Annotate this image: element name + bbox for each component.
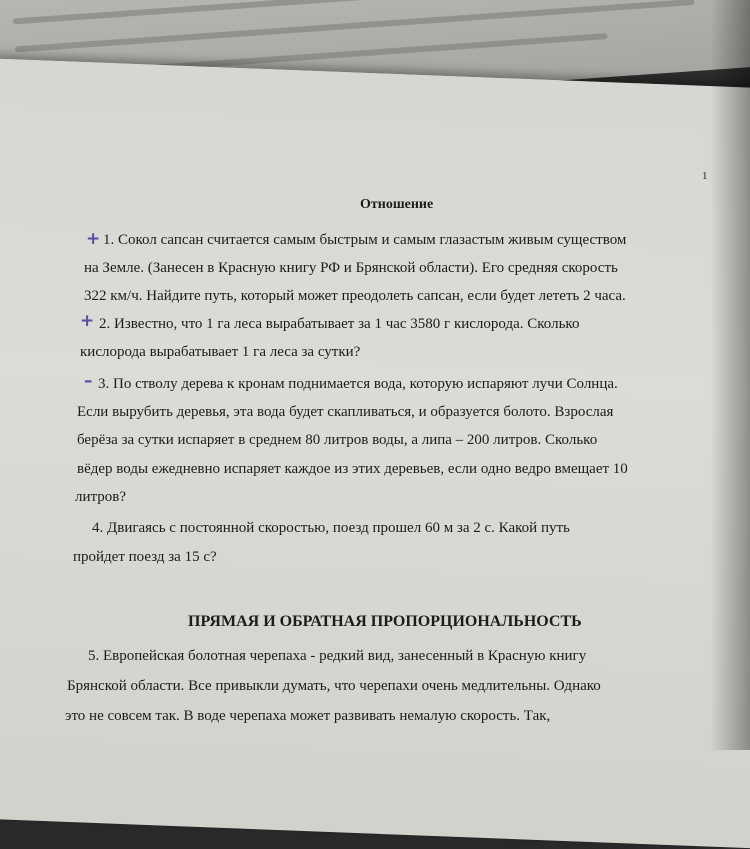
- problem-3-line-5: литров?: [75, 489, 126, 505]
- problem-1-line-2: на Земле. (Занесен в Красную книгу РФ и Брянской области). Его средняя скорость: [84, 260, 618, 276]
- problem-3-line-1: 3. По стволу дерева к кронам поднимается вода, которую испаряют лучи Солнца.: [98, 376, 618, 392]
- problem-3-line-3: берёза за сутки испаряет в среднем 80 литров воды, а липа – 200 литров. Сколько: [77, 432, 598, 448]
- problem-3-line-4: вёдер воды ежедневно испаряет каждое из этих деревьев, если одно ведро вмещает 10: [77, 461, 628, 477]
- problem-4-line-1: 4. Двигаясь с постоянной скоростью, поезд прошел 60 м за 2 с. Какой путь: [92, 520, 570, 536]
- paper-sheet: [0, 58, 750, 849]
- handwritten-plus-mark: +: [86, 229, 101, 249]
- edge-shadow: [710, 0, 750, 750]
- problem-5-line-2: Брянской области. Все привыкли думать, что черепахи очень медлительны. Однако: [67, 678, 601, 694]
- page-number: 1: [702, 170, 708, 182]
- problem-5-line-3: это не совсем так. В воде черепаха может развивать немалую скорость. Так,: [65, 708, 551, 724]
- section-2-title: ПРЯМАЯ И ОБРАТНАЯ ПРОПОРЦИОНАЛЬНОСТЬ: [188, 613, 582, 630]
- section-title: Отношение: [360, 197, 434, 212]
- problem-3-line-2: Если вырубить деревья, эта вода будет скапливаться, и образуется болото. Взрослая: [77, 404, 614, 420]
- problem-1-line-1: 1. Сокол сапсан считается самым быстрым и самым глазастым живым существом: [103, 232, 627, 248]
- problem-2-line-2: кислорода вырабатывает 1 га леса за сутки?: [80, 344, 361, 360]
- problem-5-line-1: 5. Европейская болотная черепаха - редкий вид, занесенный в Красную книгу: [88, 648, 587, 664]
- problem-2-line-1: 2. Известно, что 1 га леса вырабатывает за 1 час 3580 г кислорода. Сколько: [99, 316, 580, 332]
- problem-4-line-2: пройдет поезд за 15 с?: [73, 549, 217, 565]
- problem-1-line-3: 322 км/ч. Найдите путь, который может преодолеть сапсан, если будет лететь 2 часа.: [84, 288, 626, 304]
- handwritten-minus-mark: –: [84, 371, 93, 391]
- handwritten-plus-mark: +: [80, 311, 95, 331]
